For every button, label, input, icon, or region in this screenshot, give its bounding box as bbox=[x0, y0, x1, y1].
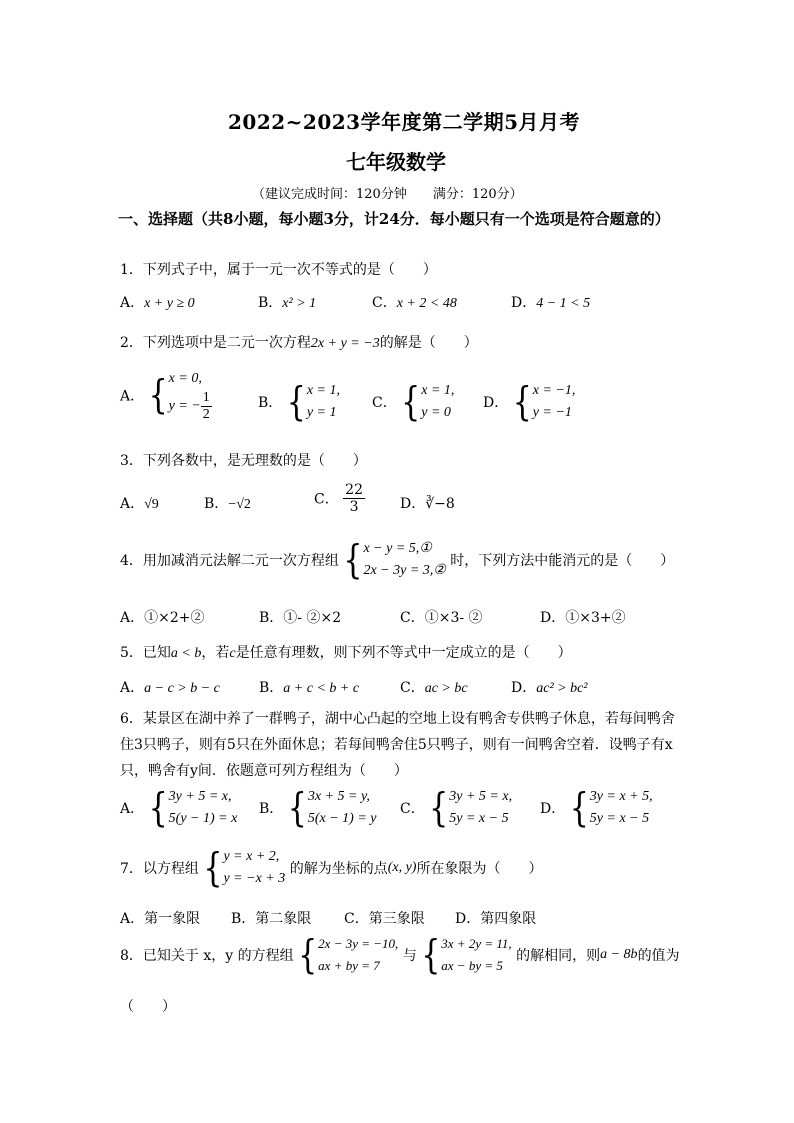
question-4-stem: 4．用加减消元法解二元一次方程组 { x − y = 5,① 2x − 3y = 3,② 时，下列方法中能消元的是（ ） bbox=[120, 537, 675, 583]
question-3-option-a: A．√9 bbox=[120, 496, 159, 512]
brace-icon: { bbox=[512, 379, 532, 425]
brace-icon: { bbox=[401, 379, 421, 425]
brace-icon: { bbox=[298, 932, 318, 978]
question-3-option-c: C． $\frac{22}{3}$ bbox=[314, 482, 363, 515]
question-1-stem: 1．下列式子中，属于一元一次不等式的是（ ） bbox=[120, 262, 437, 278]
brace-icon: { bbox=[343, 537, 363, 583]
question-4-option-d: D．①×3+② bbox=[540, 610, 626, 626]
brace-icon: { bbox=[569, 785, 589, 831]
brace-icon: { bbox=[429, 785, 449, 831]
question-7-option-c: C．第三象限 bbox=[344, 911, 425, 927]
question-4-option-b: B．①- ②×2 bbox=[259, 610, 342, 626]
exam-time-note: （建议完成时间：120分钟 满分：120分） bbox=[252, 187, 523, 202]
question-2-option-c: C． { x = 1, y = 0 bbox=[372, 379, 455, 425]
question-1-option-c: C．x + 2 < 48 bbox=[372, 295, 457, 311]
question-7-option-d: D．第四象限 bbox=[455, 911, 537, 927]
question-5-stem: 5．已知a < b，若c是任意有理数，则下列不等式中一定成立的是（ ） bbox=[120, 645, 572, 661]
question-2-stem: 2．下列选项中是二元一次方程2x + y = −3的解是（ ） bbox=[120, 335, 478, 351]
question-2-option-b: B． { x = 1, y = 1 bbox=[258, 379, 341, 425]
question-3-option-d: D．∛−8 bbox=[400, 496, 455, 512]
brace-icon: { bbox=[148, 372, 168, 419]
question-6-option-c: C． { 3y + 5 = x, 5y = x − 5 bbox=[400, 785, 513, 831]
question-4-option-c: C．①×3- ② bbox=[400, 610, 483, 626]
brace-icon: { bbox=[287, 785, 307, 831]
brace-icon: { bbox=[421, 932, 441, 978]
question-7-option-a: A．第一象限 bbox=[120, 911, 201, 927]
subject-title: 七年级数学 bbox=[346, 150, 446, 174]
question-4-option-a: A．①×2+② bbox=[120, 610, 205, 626]
question-1-option-b: B．x² > 1 bbox=[258, 295, 317, 311]
question-6-option-a: A． { 3y + 5 = x, 5(y − 1) = x bbox=[120, 785, 238, 831]
question-6-option-b: B． { 3x + 5 = y, 5(x − 1) = y bbox=[259, 785, 377, 831]
question-1-option-a: A．x + y ≥ 0 bbox=[120, 295, 195, 311]
section-heading: 一、选择题（共8小题，每小题3分，计24分．每小题只有一个选项是符合题意的） bbox=[118, 210, 670, 228]
question-2-option-d: D． { x = −1, y = −1 bbox=[483, 379, 576, 425]
question-3-option-b: B．−√2 bbox=[204, 496, 251, 512]
question-5-option-c: C．ac > bc bbox=[400, 680, 468, 696]
question-6-stem: 6．某景区在湖中养了一群鸭子，湖中心凸起的空地上设有鸭舍专供鸭子休息，若每间鸭舍住3只鸭子，则有5只在外面休息；若每间鸭舍住5只鸭子，则有一间鸭舍空着．设鸭子有x只，鸭舍有y间．依题意可列方程组为（ ） bbox=[120, 711, 675, 779]
question-6-option-d: D． { 3y = x + 5, 5y = x − 5 bbox=[540, 785, 653, 831]
question-7-stem: 7．以方程组 { y = x + 2, y = −x + 3 的解为坐标的点(x, y)所在象限为（ ） bbox=[120, 845, 543, 891]
exam-title: 2022~2023学年度第二学期5月月考 bbox=[228, 110, 581, 134]
brace-icon: { bbox=[286, 379, 306, 425]
question-5-option-d: D．ac² > bc² bbox=[511, 680, 588, 696]
question-7-option-b: B．第二象限 bbox=[231, 911, 312, 927]
question-3-stem: 3．下列各数中，是无理数的是（ ） bbox=[120, 453, 367, 469]
question-8-answer-paren: （ ） bbox=[120, 999, 176, 1015]
question-1-option-d: D．4 − 1 < 5 bbox=[511, 295, 591, 311]
question-8-stem: 8．已知关于 x，y 的方程组 { 2x − 3y = −10, ax + by = 7 与 { 3x + 2y = 11, ax − by = 5 的解相同，则a − 8b的值为 bbox=[120, 932, 680, 978]
brace-icon: { bbox=[148, 785, 168, 831]
question-5-option-b: B．a + c < b + c bbox=[259, 680, 360, 696]
question-2-option-a: A． { x = 0, y = − $\frac{1}{2}$ bbox=[120, 371, 210, 422]
brace-icon: { bbox=[203, 845, 223, 891]
question-5-option-a: A．a − c > b − c bbox=[120, 680, 220, 696]
